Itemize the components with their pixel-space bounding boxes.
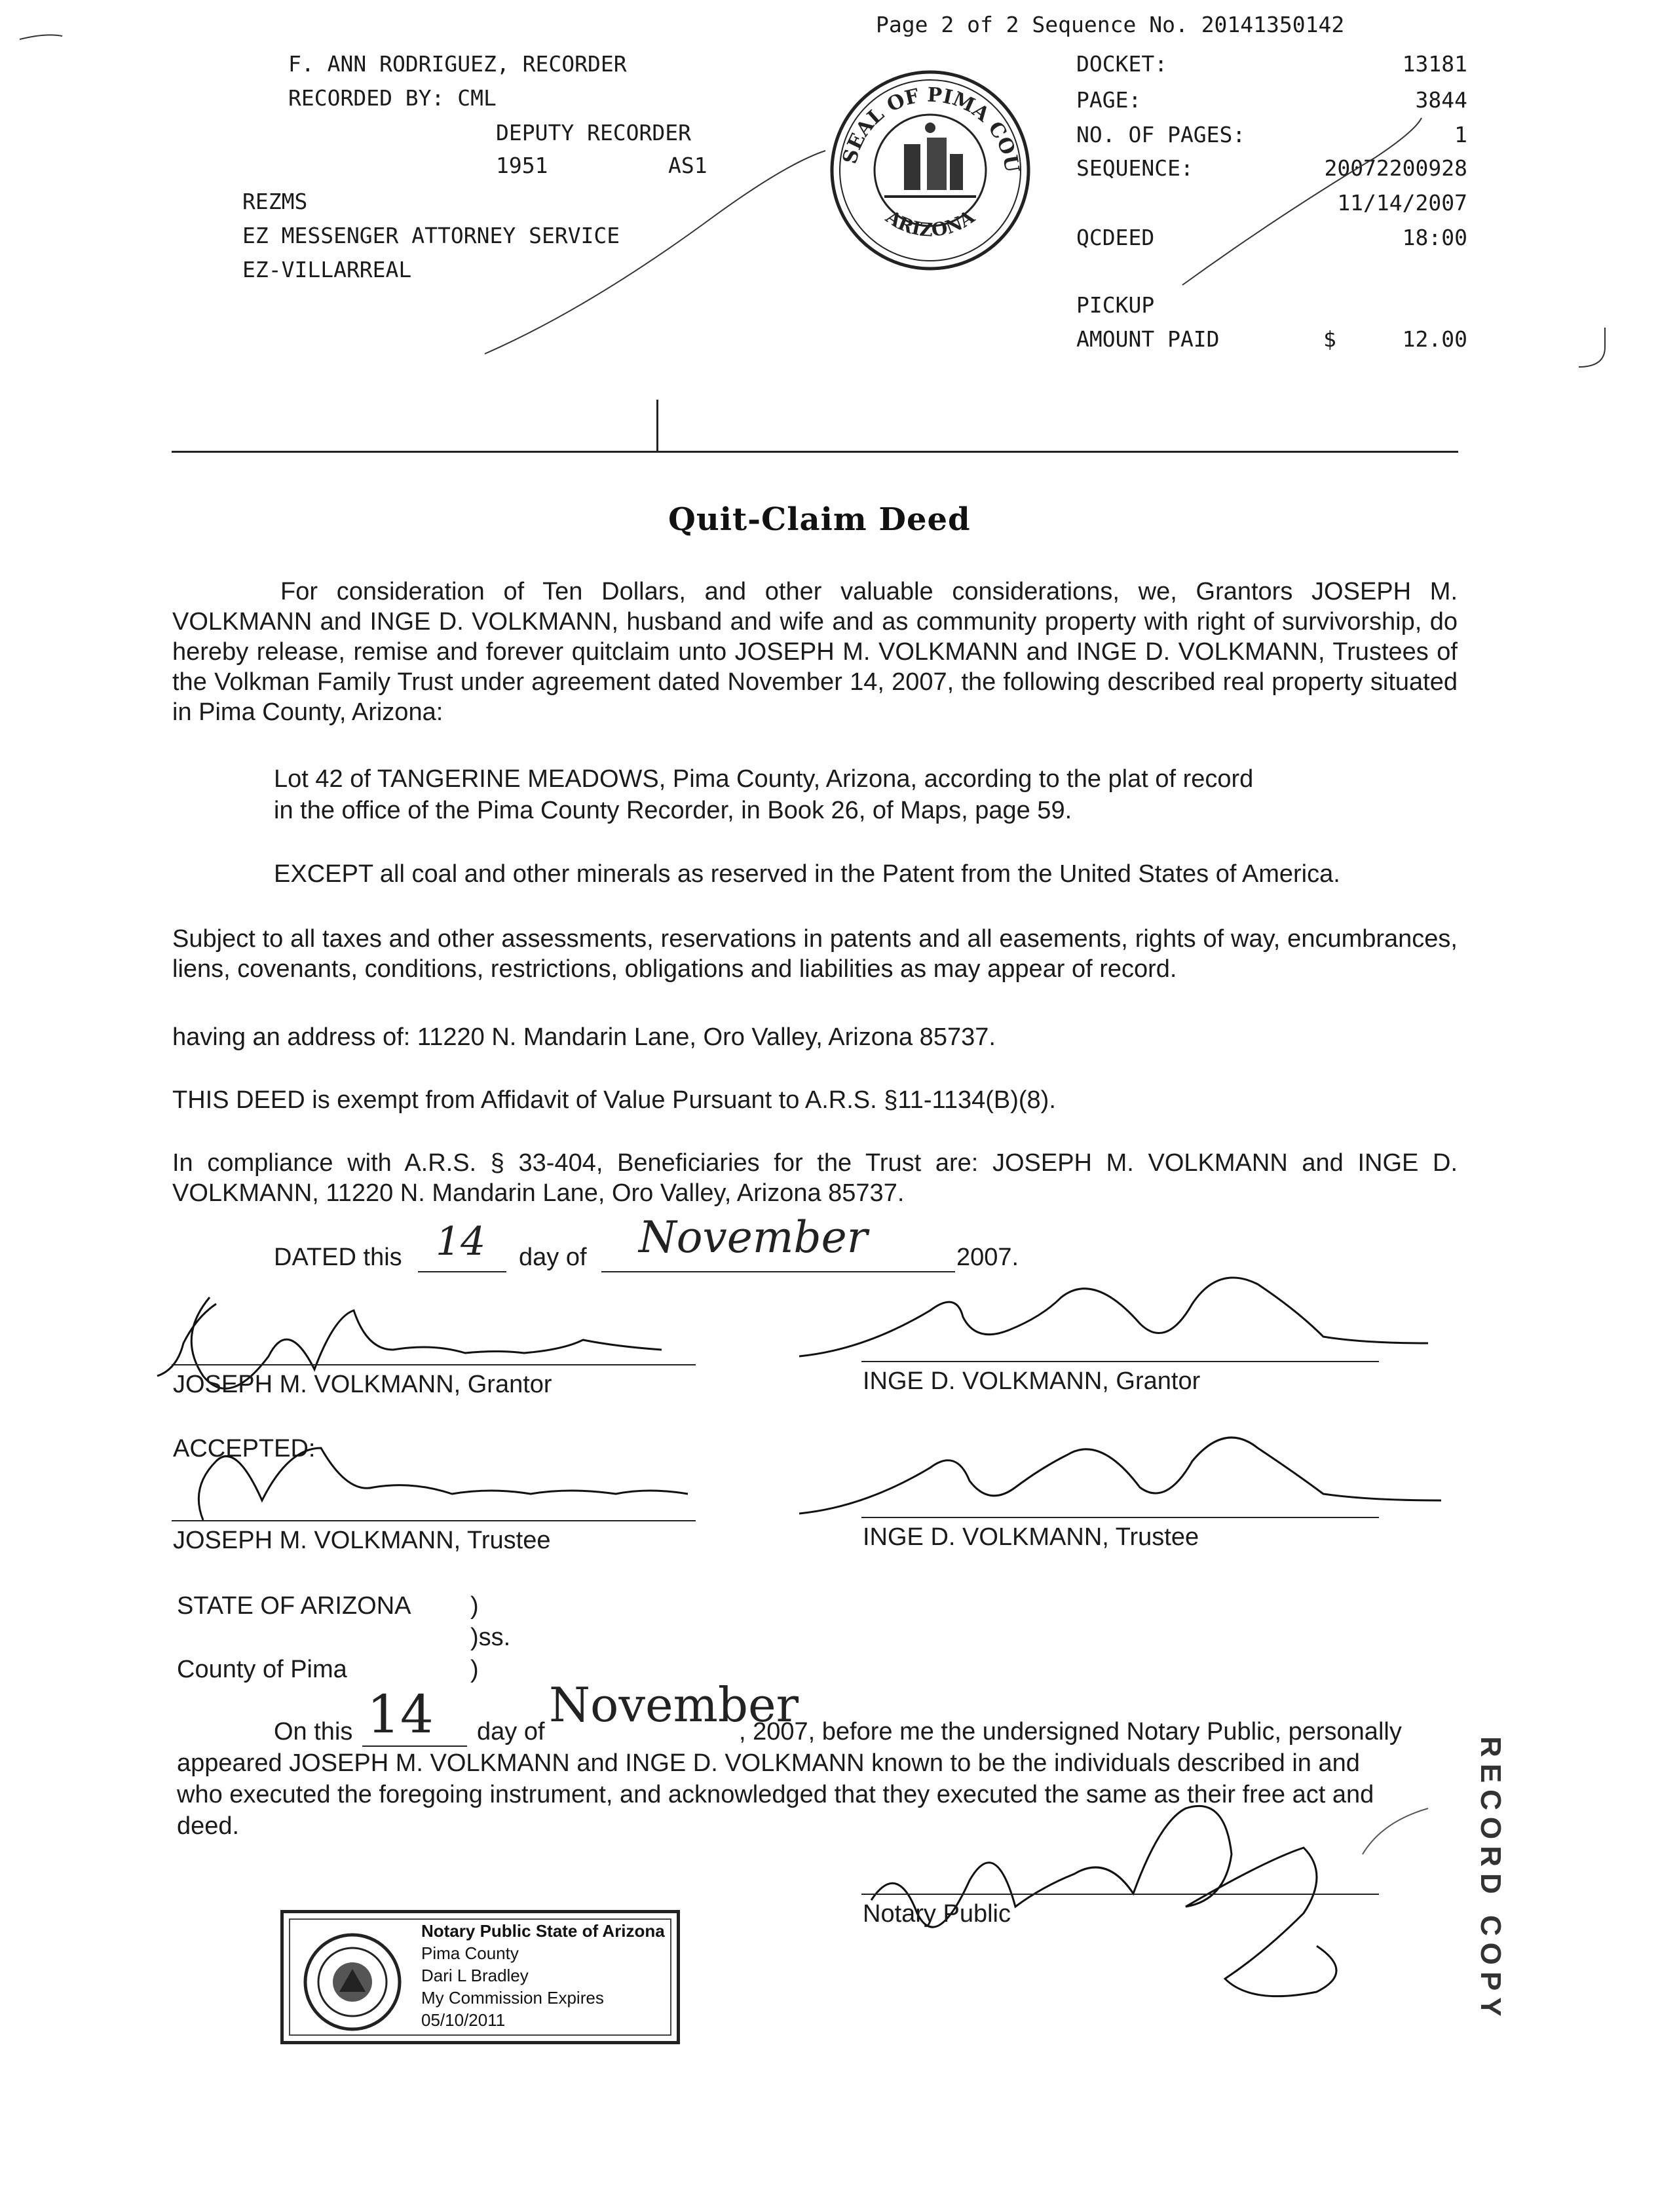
- dated-day-blank: [418, 1271, 506, 1272]
- lot-description-line2: in the office of the Pima County Recorder, in Book 26, of Maps, page 59.: [274, 797, 1072, 824]
- signature-line-joseph-trustee: [172, 1520, 696, 1521]
- notary-line-3: who executed the foregoing instrument, and acknowledged that they executed the same as their free act and: [177, 1781, 1374, 1808]
- dated-day-handwritten: 14: [436, 1219, 486, 1265]
- notary-line-2: appeared JOSEPH M. VOLKMANN and INGE D. VOLKMANN known to be the individuals described in and: [177, 1749, 1360, 1777]
- amount-value: 12.00: [1402, 326, 1467, 352]
- venue-paren-1: ): [470, 1592, 479, 1620]
- accepted-label: ACCEPTED:: [173, 1435, 316, 1462]
- page-sequence: Page 2 of 2 Sequence No. 20141350142: [876, 12, 1345, 37]
- record-copy-stamp: RECORD COPY: [1475, 1736, 1507, 2023]
- notary-line-4: deed.: [177, 1812, 240, 1840]
- notary-stamp: [280, 1910, 680, 2044]
- pages-value: 1: [1454, 122, 1467, 147]
- signature-joseph-grantor: [157, 1278, 701, 1422]
- amount-label: AMOUNT PAID: [1076, 326, 1220, 352]
- notary-on-this: On this: [274, 1718, 353, 1745]
- page-title: Quit-Claim Deed: [668, 501, 971, 538]
- stamp-line-1: Notary Public State of Arizona: [421, 1921, 665, 1941]
- docket-label: DOCKET:: [1076, 51, 1168, 77]
- notary-day-of: day of: [477, 1718, 545, 1745]
- rezms: REZMS: [242, 189, 308, 214]
- stamp-line-4: My Commission Expires: [421, 1988, 604, 2008]
- exempt-clause: THIS DEED is exempt from Affidavit of Value Pursuant to A.R.S. §11-1134(B)(8).: [172, 1086, 1056, 1114]
- signature-line-inge-trustee: [861, 1517, 1379, 1518]
- dated-prefix: DATED this: [274, 1244, 402, 1271]
- venue-paren-2: ): [470, 1656, 479, 1683]
- notary-seal-icon: [300, 1930, 405, 2034]
- except-clause: EXCEPT all coal and other minerals as reserved in the Patent from the United States of America.: [274, 860, 1340, 888]
- header-divider-tick: [656, 400, 658, 452]
- code-1951: 1951: [496, 153, 548, 178]
- signature-joseph-trustee: [164, 1422, 707, 1527]
- pickup-label: PICKUP: [1076, 292, 1155, 318]
- recorder-name: F. ANN RODRIGUEZ, RECORDER: [288, 51, 627, 77]
- header-divider: [172, 451, 1458, 453]
- venue-state: STATE OF ARIZONA: [177, 1592, 411, 1620]
- svg-text:ARIZONA: [882, 206, 979, 241]
- messenger-service: EZ MESSENGER ATTORNEY SERVICE: [242, 223, 620, 248]
- venue-ss: )ss.: [470, 1624, 511, 1651]
- notary-day-handwritten: 14: [367, 1684, 434, 1745]
- recorded-by: RECORDED BY: CML: [288, 85, 497, 111]
- seal-top-text: THE SEAL OF PIMA COUNTY: [819, 48, 1024, 174]
- notary-public-caption: Notary Public: [863, 1900, 1011, 1928]
- venue-county: County of Pima: [177, 1656, 347, 1683]
- seal-bottom-text: ARIZONA: [882, 206, 979, 241]
- pages-label: NO. OF PAGES:: [1076, 122, 1246, 147]
- amount-currency: $: [1323, 326, 1336, 352]
- beneficiaries-paragraph: In compliance with A.R.S. § 33-404, Beneficiaries for the Trust are: JOSEPH M. VOLKMANN and INGE D. VOLKMANN, 11220 N. Mandarin Lane, Oro Valley, Arizona 85737.: [172, 1149, 1458, 1207]
- dated-mid: day of: [519, 1244, 587, 1271]
- notary-month-handwritten: November: [549, 1677, 799, 1732]
- docket-value: 13181: [1402, 51, 1467, 77]
- page-value: 3844: [1415, 87, 1467, 113]
- messenger-name: EZ-VILLARREAL: [242, 257, 412, 282]
- notary-signature-line: [861, 1894, 1379, 1895]
- stamp-line-5: 05/10/2011: [421, 2010, 506, 2030]
- consideration-paragraph: For consideration of Ten Dollars, and other valuable considerations, we, Grantors JOSEPH M. VOLKMANN and INGE D. VOLKMANN, husband and wife and as community property with right of survivorship, do hereby release, remise and forever quitclaim unto JOSEPH M. VOLKMANN and INGE D. VOLKMANN, Trustees of the Volkman Family Trust under agreement dated November 14, 2007, the following described real property situated in Pima County, Arizona:: [172, 578, 1458, 726]
- recorded-date: 11/14/2007: [1337, 190, 1467, 216]
- notary-day-blank: [362, 1745, 467, 1747]
- code-as1: AS1: [668, 153, 707, 178]
- stamp-line-2: Pima County: [421, 1943, 519, 1963]
- subject-paragraph: Subject to all taxes and other assessments, reservations in patents and all easements, rights of way, encumbrances, liens, covenants, conditions, restrictions, obligations and liabilities as may appear of record.: [172, 925, 1458, 983]
- caption-joseph-grantor: JOSEPH M. VOLKMANN, Grantor: [173, 1371, 552, 1398]
- pima-county-seal: [819, 48, 1032, 275]
- signature-inge-grantor: [799, 1245, 1448, 1376]
- caption-inge-grantor: INGE D. VOLKMANN, Grantor: [863, 1367, 1201, 1395]
- signature-line-inge-grantor: [861, 1361, 1379, 1362]
- signature-inge-trustee: [799, 1409, 1448, 1527]
- recorded-time: 18:00: [1402, 225, 1467, 250]
- dated-year: 2007.: [956, 1244, 1019, 1271]
- signature-line-joseph-grantor: [172, 1364, 696, 1365]
- caption-joseph-trustee: JOSEPH M. VOLKMANN, Trustee: [173, 1527, 551, 1554]
- notary-line-1-rest: , 2007, before me the undersigned Notary Public, personally: [739, 1718, 1402, 1745]
- caption-inge-trustee: INGE D. VOLKMANN, Trustee: [863, 1523, 1199, 1551]
- property-address: having an address of: 11220 N. Mandarin Lane, Oro Valley, Arizona 85737.: [172, 1023, 996, 1051]
- page-label: PAGE:: [1076, 87, 1142, 113]
- dated-month-handwritten: November: [639, 1212, 868, 1263]
- sequence-value: 20072200928: [1324, 155, 1467, 181]
- lot-description-line1: Lot 42 of TANGERINE MEADOWS, Pima County, Arizona, according to the plat of record: [274, 765, 1254, 793]
- sequence-label: SEQUENCE:: [1076, 155, 1194, 181]
- stamp-line-3: Dari L Bradley: [421, 1966, 529, 1985]
- deputy-recorder: DEPUTY RECORDER: [496, 120, 692, 145]
- qcdeed-label: QCDEED: [1076, 225, 1155, 250]
